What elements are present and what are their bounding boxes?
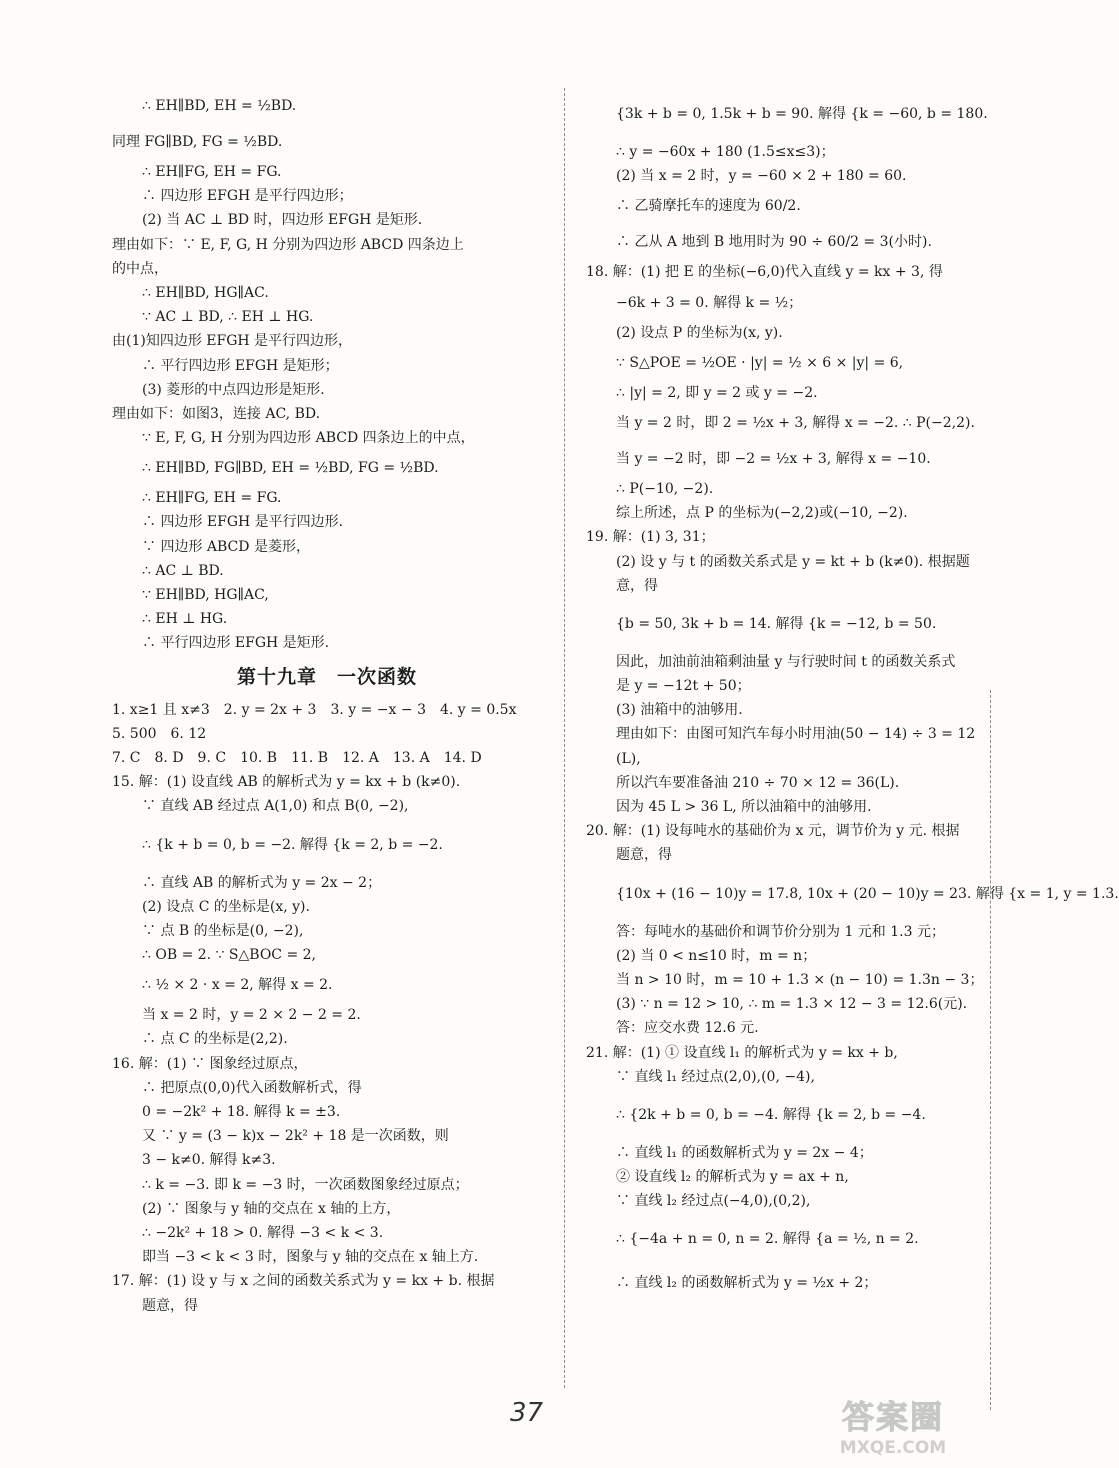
text-line: 综上所述，点 P 的坐标为(−2,2)或(−10, −2). <box>616 505 908 522</box>
equation-system: ∴ {−4a + n = 0, n = 2. 解得 {a = ½, n = 2. <box>616 1231 919 1248</box>
text-line: 0 = −2k² + 18. 解得 k = ±3. <box>142 1104 341 1120</box>
chapter-title: 第十九章 一次函数 <box>236 665 417 688</box>
text-line: (2) 当 AC ⊥ BD 时，四边形 EFGH 是矩形. <box>142 212 423 229</box>
watermark-text: 答案圈 <box>841 1398 944 1436</box>
text-line: ∴ 乙从 A 地到 B 地用时为 90 ÷ 60/2 = 3(小时). <box>616 234 932 251</box>
text-line: ∴ P(−10, −2). <box>616 480 714 497</box>
text-line: ∵ AC ⊥ BD, ∴ EH ⊥ HG. <box>142 309 314 326</box>
text-line: 19. 解：(1) 3, 31； <box>586 529 715 546</box>
text-line: 1. x≥1 且 x≠3 2. y = 2x + 3 3. y = −x − 3 4. y = 0.5x <box>112 701 517 718</box>
watermark-url: MXQE.COM <box>839 1438 947 1458</box>
text-line: 当 n > 10 时，m = 10 + 1.3 × (n − 10) = 1.3n − 3； <box>616 971 984 988</box>
text-line: 20. 解：(1) 设每吨水的基础价为 x 元，调节价为 y 元. 根据 <box>586 823 960 840</box>
text-line: 5. 500 6. 12 <box>112 725 207 742</box>
column-divider <box>564 88 565 1388</box>
text-line: (2) 当 0 < n≤10 时，m = n； <box>616 947 817 964</box>
text-line: 7. C 8. D 9. C 10. B 11. B 12. A 13. A 14. D <box>112 749 482 766</box>
text-line: 答：应交水费 12.6 元. <box>616 1020 759 1037</box>
text-line: 3 − k≠0. 解得 k≠3. <box>142 1152 276 1169</box>
text-line: ∵ S△POE = ½OE · |y| = ½ × 6 × |y| = 6, <box>616 354 904 371</box>
text-line: 理由如下：如图3，连接 AC, BD. <box>112 405 321 422</box>
equation-system: {3k + b = 0, 1.5k + b = 90. 解得 {k = −60, b = 180. <box>616 106 988 122</box>
text-line: 因此，加油前油箱剩油量 y 与行驶时间 t 的函数关系式 <box>616 653 956 670</box>
text-line: ∴ EH∥BD, HG∥AC. <box>142 284 269 301</box>
text-line: 18. 解：(1) 把 E 的坐标(−6,0)代入直线 y = kx + 3, 得 <box>586 264 943 281</box>
text-line: 的中点， <box>112 260 168 277</box>
text-line: ∴ 直线 l₁ 的函数解析式为 y = 2x − 4； <box>616 1144 873 1161</box>
text-line: ∴ EH∥FG, EH = FG. <box>142 164 282 180</box>
text-line: ∵ 点 B 的坐标是(0, −2), <box>142 922 304 939</box>
text-line: ∴ 直线 AB 的解析式为 y = 2x − 2； <box>142 874 382 891</box>
text-line: (L), <box>616 750 641 767</box>
text-line: ∴ k = −3. 即 k = −3 时，一次函数图象经过原点； <box>142 1176 469 1193</box>
text-line: ∴ 直线 l₂ 的函数解析式为 y = ½x + 2； <box>616 1275 878 1292</box>
text-line: ∴ EH∥BD, FG∥BD, EH = ½BD, FG = ½BD. <box>142 460 439 477</box>
text-line: ∴ OB = 2. ∵ S△BOC = 2, <box>142 947 317 964</box>
text-line: ∵ EH∥BD, HG∥AC, <box>142 587 269 603</box>
equation-system: ∴ {k + b = 0, b = −2. 解得 {k = 2, b = −2. <box>142 836 443 853</box>
text-line: 理由如下：由图可知汽车每小时用油(50 − 14) ÷ 3 = 12 <box>616 726 976 743</box>
text-line: 当 y = 2 时，即 2 = ½x + 3, 解得 x = −2. ∴ P(−2,2). <box>616 414 975 431</box>
left-column <box>112 88 542 1318</box>
text-line: ∵ E, F, G, H 分别为四边形 ABCD 四条边上的中点， <box>142 430 475 447</box>
equation-system: ∴ {2k + b = 0, b = −4. 解得 {k = 2, b = −4. <box>616 1106 926 1123</box>
text-line: 同理 FG∥BD, FG = ½BD. <box>112 134 283 150</box>
text-line: ② 设直线 l₂ 的解析式为 y = ax + n, <box>616 1169 849 1186</box>
text-line: ∴ |y| = 2, 即 y = 2 或 y = −2. <box>616 384 818 401</box>
text-line: 又 ∵ y = (3 − k)x − 2k² + 18 是一次函数，则 <box>142 1128 449 1145</box>
text-line: (2) ∵ 图象与 y 轴的交点在 x 轴的上方， <box>142 1200 401 1217</box>
text-line: 意，得 <box>616 577 658 594</box>
text-line: ∴ EH∥BD, EH = ½BD. <box>142 98 297 114</box>
equation-system: {10x + (16 − 10)y = 17.8, 10x + (20 − 10)y = 23. 解得 {x = 1, y = 1.3. <box>616 885 1119 902</box>
text-line: ∴ −2k² + 18 > 0. 解得 −3 < k < 3. <box>142 1224 384 1241</box>
text-line: ∴ 四边形 EFGH 是平行四边形. <box>142 514 344 531</box>
text-line: 15. 解：(1) 设直线 AB 的解析式为 y = kx + b (k≠0). <box>112 774 461 791</box>
watermark-logo <box>798 1392 988 1462</box>
equation-system: {b = 50, 3k + b = 14. 解得 {k = −12, b = 50. <box>616 615 937 632</box>
text-line: −6k + 3 = 0. 解得 k = ½； <box>616 294 803 311</box>
text-line: 因为 45 L > 36 L, 所以油箱中的油够用. <box>616 799 872 815</box>
page-edge-dashes <box>990 690 991 1410</box>
text-line: ∵ 直线 l₁ 经过点(2,0),(0, −4), <box>616 1068 815 1085</box>
text-line: ∴ 乙骑摩托车的速度为 60/2. <box>616 198 801 215</box>
text-line: ∴ 四边形 EFGH 是平行四边形； <box>142 188 353 205</box>
text-line: (3) 油箱中的油够用. <box>616 702 743 719</box>
text-line: (3) ∵ n = 12 > 10, ∴ m = 1.3 × 12 − 3 = 12.6(元). <box>616 996 968 1013</box>
text-line: ∴ EH∥FG, EH = FG. <box>142 490 282 507</box>
text-line: ∴ 平行四边形 EFGH 是矩形； <box>142 357 339 374</box>
text-line: (2) 设点 C 的坐标是(x, y). <box>142 898 310 915</box>
right-column <box>586 88 1119 1301</box>
text-line: ∴ ½ × 2 · x = 2, 解得 x = 2. <box>142 977 333 994</box>
text-line: 17. 解：(1) 设 y 与 x 之间的函数关系式为 y = kx + b. 根据 <box>112 1273 495 1290</box>
text-line: ∴ 平行四边形 EFGH 是矩形. <box>142 635 330 652</box>
text-line: 由(1)知四边形 EFGH 是平行四边形， <box>112 333 353 350</box>
text-line: ∵ 直线 AB 经过点 A(1,0) 和点 B(0, −2), <box>142 798 409 815</box>
text-line: 理由如下：∵ E, F, G, H 分别为四边形 ABCD 四条边上 <box>112 236 464 253</box>
text-line: (3) 菱形的中点四边形是矩形. <box>142 381 325 398</box>
text-line: 答：每吨水的基础价和调节价分别为 1 元和 1.3 元； <box>616 923 945 940</box>
text-line: (2) 设点 P 的坐标为(x, y). <box>616 324 783 341</box>
text-line: ∵ 直线 l₂ 经过点(−4,0),(0,2), <box>616 1193 811 1210</box>
text-line: ∴ EH ⊥ HG. <box>142 611 228 628</box>
text-line: 题意，得 <box>616 847 672 864</box>
text-line: ∴ y = −60x + 180 (1.5≤x≤3)； <box>616 144 835 160</box>
page-number: 37 <box>510 1398 544 1428</box>
text-line: 是 y = −12t + 50； <box>616 678 751 695</box>
text-line: 21. 解：(1) ① 设直线 l₁ 的解析式为 y = kx + b, <box>586 1044 898 1061</box>
text-line: ∴ 点 C 的坐标是(2,2). <box>142 1031 288 1048</box>
text-line: 当 x = 2 时，y = 2 × 2 − 2 = 2. <box>142 1007 361 1024</box>
text-line: 即当 −3 < k < 3 时，图象与 y 轴的交点在 x 轴上方. <box>142 1249 479 1266</box>
text-line: (2) 设 y 与 t 的函数关系式是 y = kt + b (k≠0). 根据题 <box>616 553 970 570</box>
text-line: (2) 当 x = 2 时，y = −60 × 2 + 180 = 60. <box>616 168 907 185</box>
text-line: 题意，得 <box>142 1297 198 1314</box>
text-line: ∴ 把原点(0,0)代入函数解析式，得 <box>142 1079 362 1096</box>
text-line: 当 y = −2 时，即 −2 = ½x + 3, 解得 x = −10. <box>616 450 931 467</box>
text-line: 所以汽车要准备油 210 ÷ 70 × 12 = 36(L). <box>616 774 900 791</box>
text-line: 16. 解：(1) ∵ 图象经过原点， <box>112 1055 308 1072</box>
text-line: ∴ AC ⊥ BD. <box>142 562 224 579</box>
text-line: ∵ 四边形 ABCD 是菱形， <box>142 538 310 555</box>
